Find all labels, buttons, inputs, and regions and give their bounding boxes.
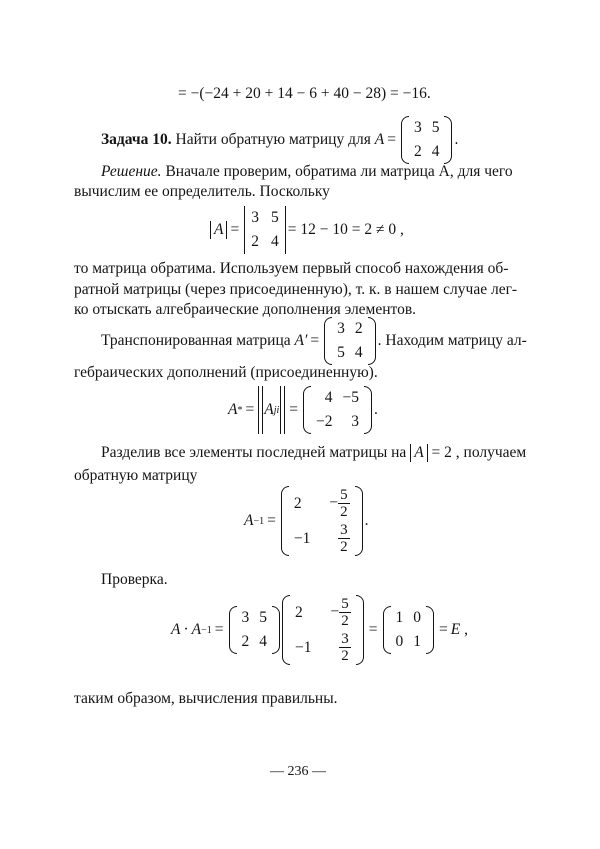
task-text: Найти обратную матрицу для (175, 131, 371, 148)
transpose-text: Транспонированная матрица (101, 332, 291, 349)
solution-line-1 (101, 162, 513, 182)
adjugate-equation: A * = A ji = 4 −5 −2 3 . (228, 386, 378, 434)
transpose-line-2: гебраических дополнений (присоединенную). (74, 364, 378, 381)
solution-para-2: ратной матрицы (через присоединенную), т. к. в нашем случае лег- (74, 281, 518, 298)
divide-line (101, 444, 526, 462)
determinant-matrix: 3 5 2 4 (244, 206, 286, 254)
check-label: Проверка. (101, 571, 168, 588)
task-label: Задача 10. (101, 131, 172, 148)
page-number: — 236 — (270, 764, 326, 779)
solution-text-1: Вначале проверим, обратима ли матрица A, для чего (165, 163, 513, 180)
solution-label: Решение. (101, 163, 162, 180)
det-rhs: = 12 − 10 = 2 ≠ 0 , (287, 221, 404, 238)
transpose-line: Транспонированная матрица A′ = 3 2 5 4 . Находим матрицу ал- (101, 317, 527, 365)
adjugate-matrix: 4 −5 −2 3 (303, 386, 372, 434)
matrix-A-transpose: 3 2 5 4 (324, 317, 376, 365)
adj-elem: A (264, 401, 274, 418)
conclusion: таким образом, вычисления правильны. (74, 690, 338, 707)
inverse-equation: A −1 = 2 − $\frac{5}{2}$ −1 $\frac{3}{2}$ . (244, 487, 369, 555)
adj-lhs: A (228, 401, 238, 418)
identity-matrix: 1 0 0 1 (383, 606, 435, 654)
task-var: A (374, 131, 385, 148)
divide-det: A (410, 444, 427, 462)
check-matrix-inverse: 2 − $\frac{5}{2}$ −1 $\frac{3}{2}$ (282, 595, 364, 665)
matrix-A: 3 5 2 4 (401, 116, 453, 164)
solution-para-3: ко отыскать алгебраические дополнения элементов. (74, 301, 417, 318)
check-equation: A · A −1 = 3 5 2 4 2 − $\frac{5}{2}$ −1 $\frac{3}{2}$ = 1 0 0 1 = E , (171, 596, 468, 664)
transpose-var: A′ (294, 332, 308, 349)
top-equation: = −(−24 + 20 + 14 − 6 + 40 − 28) = −16. (178, 85, 431, 102)
solution-line-2: вычислим ее определитель. Поскольку (74, 183, 330, 200)
task-statement: Задача 10. Найти обратную матрицу для A = 3 5 2 4 . (101, 116, 458, 164)
divide-text: Разделив все элементы последней матрицы на (101, 444, 407, 461)
inv-lhs: A (244, 512, 254, 529)
solution-para-1: то матрица обратима. Используем первый способ нахождения об- (74, 260, 509, 277)
inverse-matrix: 2 − $\frac{5}{2}$ −1 $\frac{3}{2}$ (281, 486, 363, 556)
check-matrix-A: 3 5 2 4 (229, 606, 281, 654)
transpose-text-after: . Находим матрицу ал- (377, 332, 527, 349)
det-A: A (210, 221, 227, 239)
determinant-equation: A = 3 5 2 4 = 12 − 10 = 2 ≠ 0 , (210, 206, 404, 254)
identity-E: E (450, 621, 461, 638)
divide-line-2: обратную матрицу (74, 467, 198, 484)
divide-value: = 2 , получаем (431, 444, 527, 461)
